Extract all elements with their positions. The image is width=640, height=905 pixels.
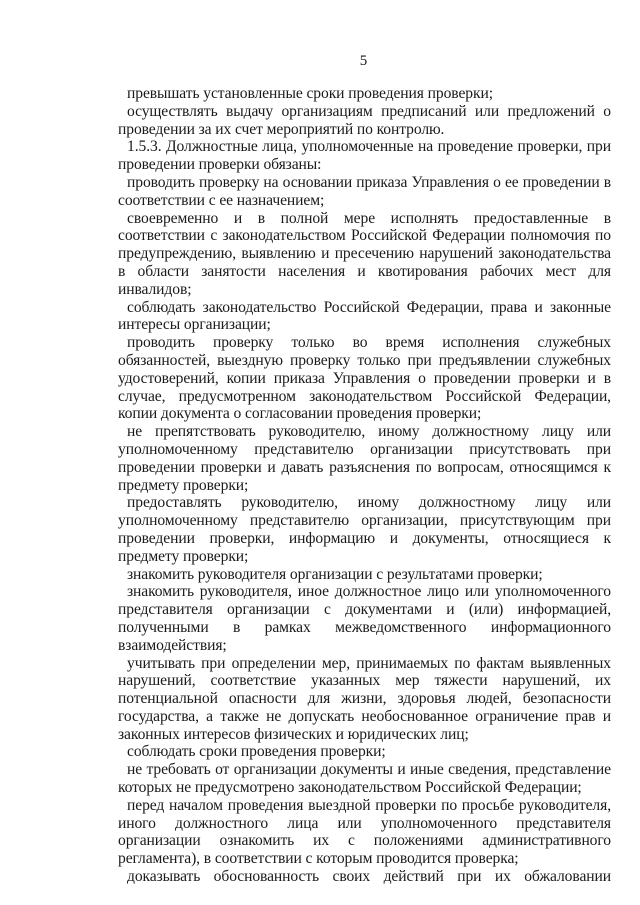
paragraph: соблюдать сроки проведения проверки; [127,743,386,761]
paragraph: 1.5.3. Должностные лица, уполномоченные на проведение проверки, при проведении проверки обязаны: [118,138,611,174]
paragraph: проводить проверку только во время исполнения служебных обязанностей, выездную проверку только при предъявлении служебных удостоверений, копии приказа Управления о проведении проверки и в случае, предусмотренном законодательством Российской Федерации, копии документа о согласовании проведения проверки; [118,334,611,423]
paragraph: превышать установленные сроки проведения проверки; [127,85,493,102]
paragraph: учитывать при определении мер, принимаемых по фактам выявленных нарушений, соответствие указанных мер тяжести нарушений, их потенциальной опасности для жизни, здоровья людей, безопасности государства, а также не допускать необоснованное ограничение прав и законных интересов физических и юридических лиц; [118,654,611,743]
paragraph: знакомить руководителя, иное должностное лицо или уполномоченного представителя организации с документами и (или) информацией, полученными в рамках межведомственного информационного взаимодействия; [118,583,611,654]
paragraph: своевременно и в полной мере исполнять предоставленные в соответствии с законодательством Российской Федерации полномочия по предупреждению, выявлению и пресечению нарушений законодательства в области занятости населения и квотирования рабочих мест для инвалидов; [118,209,611,298]
page-number: 5 [359,53,368,69]
paragraph: проводить проверку на основании приказа Управления о ее проведении в соответствии с ее назначением; [118,173,611,209]
paragraph: не препятствовать руководителю, иному должностному лицу или уполномоченному представителю организации присутствовать при проведении проверки и давать разъяснения по вопросам, относящимся к предмету проверки; [118,423,611,494]
paragraph: предоставлять руководителю, иному должностному лицу или уполномоченному представителю организации, присутствующим при проведении проверки, информацию и документы, относящиеся к предмету проверки; [118,494,611,565]
paragraph: не требовать от организации документы и иные сведения, представление которых не предусмотрено законодательством Российской Федерации; [118,761,611,797]
paragraph: осуществлять выдачу организациям предписаний или предложений о проведении за их счет мероприятий по контролю. [118,102,611,138]
paragraph: знакомить руководителя организации с результатами проверки; [127,565,543,583]
paragraph: соблюдать законодательство Российской Федерации, права и законные интересы организации; [118,298,611,334]
paragraph: перед началом проведения выездной проверки по просьбе руководителя, иного должностного лица или уполномоченного представителя организации ознакомить их с положениями административного регламента), в соответствии с которым проводится проверка; [118,796,611,868]
document-page [118,52,611,886]
paragraph: доказывать обоснованность своих действий при их обжаловании [127,868,611,886]
